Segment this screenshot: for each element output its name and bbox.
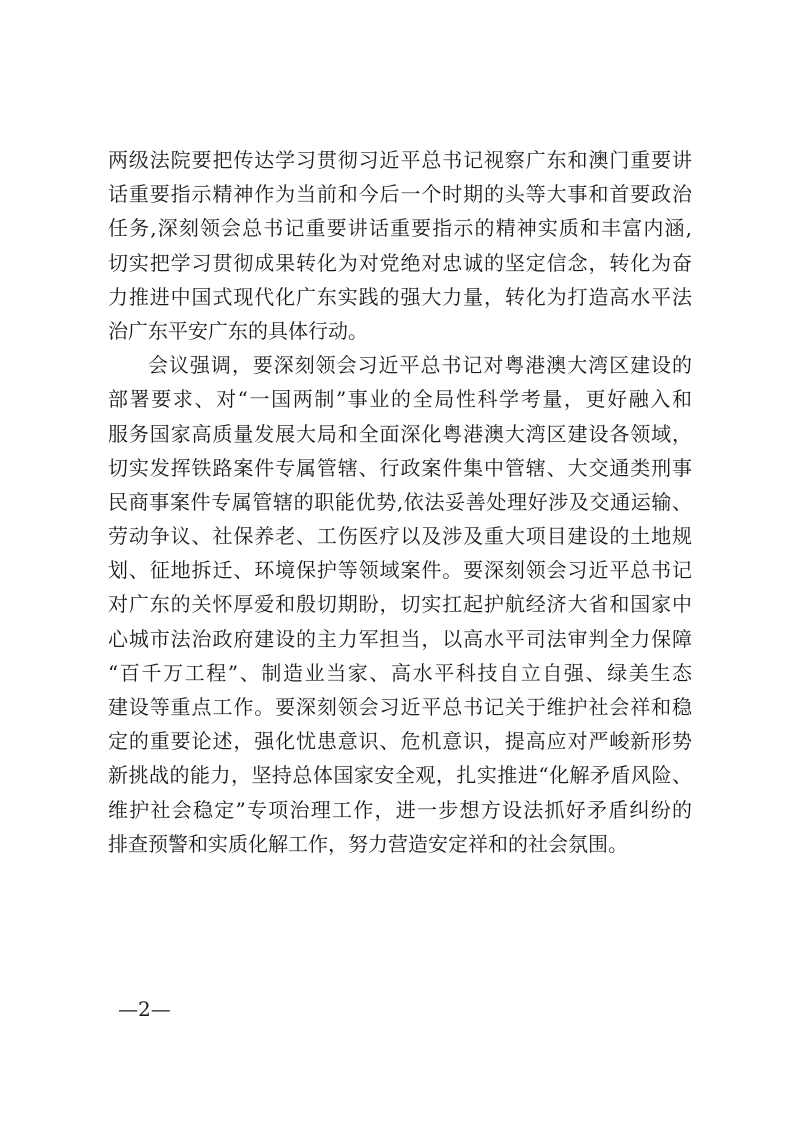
paragraph-1-line-4: 切实把学习贯彻成果转化为对党绝对忠诚的坚定信念，转化为奋 <box>108 250 692 275</box>
paragraph-2-line-6: 劳动争议、社保养老、工伤医疗以及涉及重大项目建设的土地规 <box>108 524 692 549</box>
paragraph-2-line-4: 切实发挥铁路案件专属管辖、行政案件集中管辖、大交通类刑事 <box>108 455 692 480</box>
paragraph-2-line-3: 服务国家高质量发展大局和全面深化粤港澳大湾区建设各领域， <box>108 421 692 446</box>
paragraph-1-line-1: 两级法院要把传达学习贯彻习近平总书记视察广东和澳门重要讲 <box>108 148 692 172</box>
paragraph-2-line-15: 排查预警和实质化解工作，努力营造安定祥和的社会氛围。 <box>108 831 628 856</box>
paragraph-2-line-7: 划、征地拆迁、环境保护等领域案件。要深刻领会习近平总书记 <box>108 558 692 583</box>
paragraph-2-line-1: 会议强调，要深刻领会习近平总书记对粤港澳大湾区建设的 <box>148 353 692 378</box>
paragraph-2-line-11: 建设等重点工作。要深刻领会习近平总书记关于维护社会祥和稳 <box>108 695 692 719</box>
paragraph-2-line-2: 部署要求、对“一国两制”事业的全局性科学考量，更好融入和 <box>108 387 692 412</box>
paragraph-1-line-6: 治广东平安广东的具体行动。 <box>108 318 368 343</box>
paragraph-2-line-10: “百千万工程”、制造业当家、高水平科技自立自强、绿美生态 <box>108 660 692 685</box>
body-text <box>108 143 692 861</box>
paragraph-2-line-14: 维护社会稳定”专项治理工作，进一步想方设法抓好矛盾纠纷的 <box>108 797 692 822</box>
paragraph-2-line-13: 新挑战的能力，坚持总体国家安全观，扎实推进“化解矛盾风险、 <box>108 763 692 788</box>
paragraph-2-line-5: 民商事案件专属管辖的职能优势,依法妥善处理好涉及交通运输、 <box>108 489 692 514</box>
paragraph-1-line-3: 任务,深刻领会总书记重要讲话重要指示的精神实质和丰富内涵, <box>108 216 692 241</box>
paragraph-2-line-9: 心城市法治政府建设的主力军担当，以高水平司法审判全力保障 <box>108 626 692 651</box>
paragraph-2-line-8: 对广东的关怀厚爱和殷切期盼，切实扛起护航经济大省和国家中 <box>108 592 692 617</box>
paragraph-1-line-2: 话重要指示精神作为当前和今后一个时期的头等大事和首要政治 <box>108 182 692 207</box>
page-number: —2— <box>118 997 171 1021</box>
paragraph-2-line-12: 定的重要论述，强化忧患意识、危机意识，提高应对严峻新形势 <box>108 729 692 754</box>
paragraph-1-line-5: 力推进中国式现代化广东实践的强大力量，转化为打造高水平法 <box>108 284 692 309</box>
